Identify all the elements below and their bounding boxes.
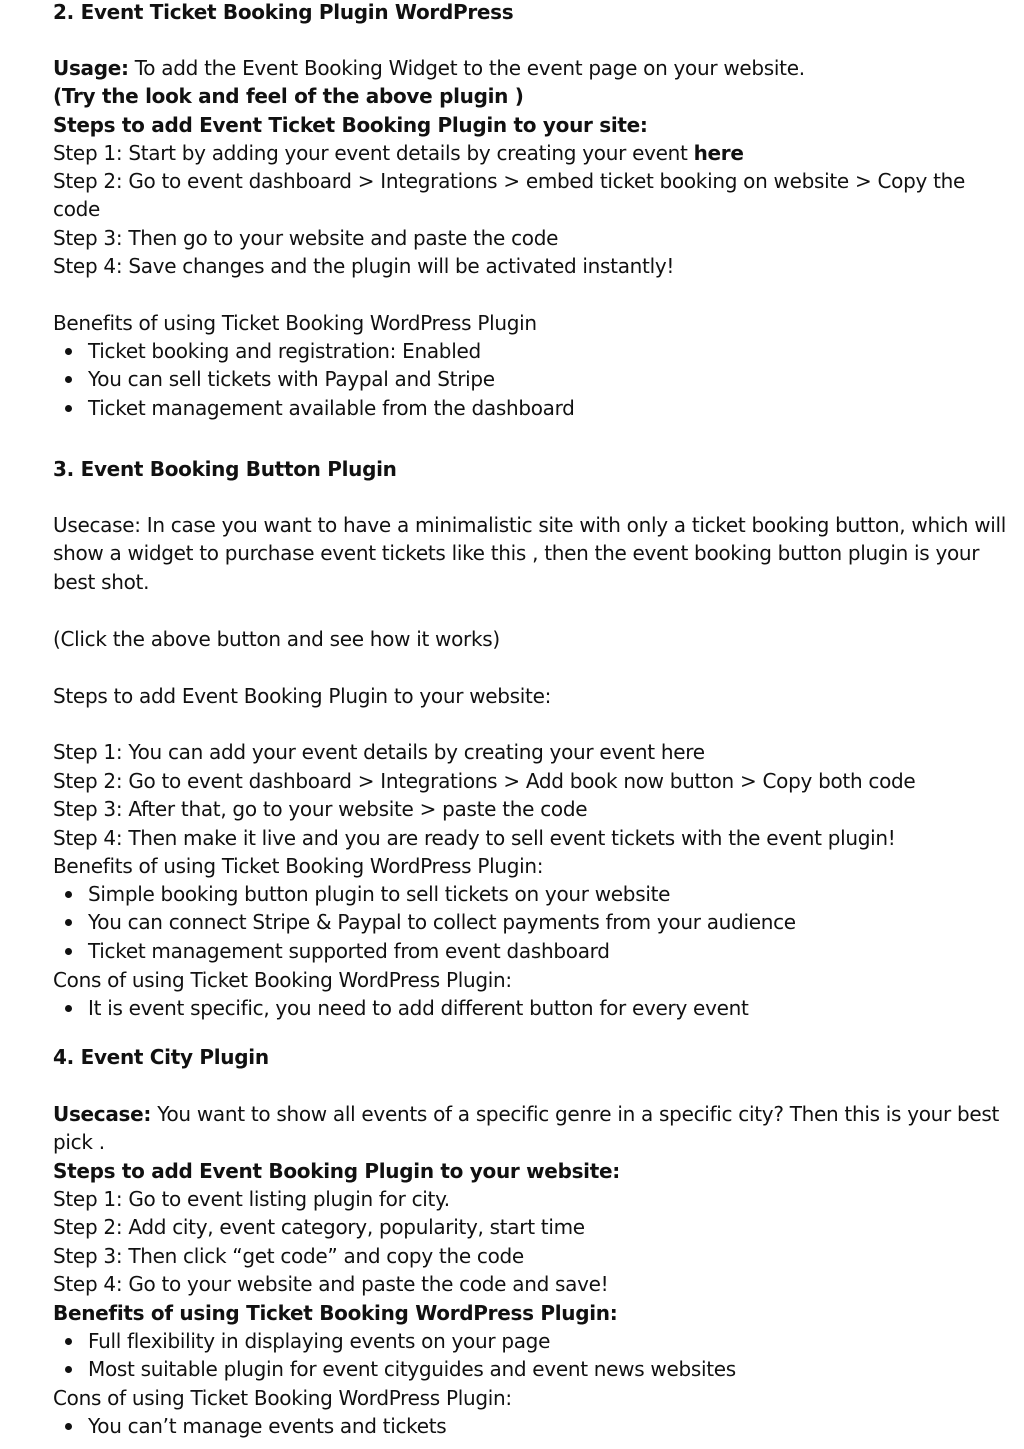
- section-3-cons-list: [53, 994, 749, 1022]
- section-3-cons-heading: Cons of using Ticket Booking WordPress Plugin:: [53, 968, 512, 992]
- section-3-step-3: Step 3: After that, go to your website > paste the code: [53, 797, 588, 821]
- section-3-step-2: Step 2: Go to event dashboard > Integrations > Add book now button > Copy both code: [53, 769, 916, 793]
- section-2-benefits-list: [53, 337, 575, 422]
- section-4-benefits-heading: Benefits of using Ticket Booking WordPress Plugin:: [53, 1301, 618, 1325]
- list-item: Full flexibility in displaying events on your page: [53, 1327, 736, 1355]
- section-2-benefits-heading: Benefits of using Ticket Booking WordPress Plugin: [53, 311, 537, 335]
- list-item: You can sell tickets with Paypal and Stripe: [53, 365, 575, 393]
- section-2-usage: [53, 54, 805, 82]
- section-3-benefits-list: [53, 880, 796, 965]
- section-3-click-note: (Click the above button and see how it works): [53, 627, 500, 651]
- section-4-usecase: [53, 1100, 1013, 1157]
- section-3-benefits-heading: Benefits of using Ticket Booking WordPress Plugin:: [53, 854, 544, 878]
- list-item: Ticket booking and registration: Enabled: [53, 337, 575, 365]
- section-4-step-3: Step 3: Then click “get code” and copy the code: [53, 1244, 524, 1268]
- list-item: You can connect Stripe & Paypal to collect payments from your audience: [53, 908, 796, 936]
- section-4-cons-list: [53, 1412, 446, 1440]
- section-2-step-4: Step 4: Save changes and the plugin will be activated instantly!: [53, 254, 675, 278]
- section-4-steps-heading: Steps to add Event Booking Plugin to your website:: [53, 1159, 620, 1183]
- section-2-try-note: (Try the look and feel of the above plugin ): [53, 84, 524, 108]
- section-2-steps-heading: Steps to add Event Ticket Booking Plugin to your site:: [53, 113, 648, 137]
- section-3-step-4: Step 4: Then make it live and you are ready to sell event tickets with the event plugin!: [53, 826, 896, 850]
- section-4-benefits-list: [53, 1327, 736, 1384]
- section-2-heading: 2. Event Ticket Booking Plugin WordPress: [53, 0, 514, 24]
- usage-label: Usage:: [53, 56, 129, 80]
- section-4-step-1: Step 1: Go to event listing plugin for city.: [53, 1187, 450, 1211]
- here-link[interactable]: here: [693, 141, 744, 165]
- list-item: Ticket management supported from event dashboard: [53, 937, 796, 965]
- list-item: You can’t manage events and tickets: [53, 1412, 446, 1440]
- section-2-step-1: [53, 139, 744, 167]
- list-item: Simple booking button plugin to sell tickets on your website: [53, 880, 796, 908]
- step-1-text: Step 1: Start by adding your event details by creating your event: [53, 141, 694, 165]
- list-item: It is event specific, you need to add different button for every event: [53, 994, 749, 1022]
- section-3-step-1: Step 1: You can add your event details by creating your event here: [53, 740, 705, 764]
- section-3-steps-heading: Steps to add Event Booking Plugin to your website:: [53, 684, 552, 708]
- usecase-label: Usecase:: [53, 1102, 152, 1126]
- list-item: Ticket management available from the dashboard: [53, 394, 575, 422]
- section-2-step-2: Step 2: Go to event dashboard > Integrations > embed ticket booking on website > Copy the code: [53, 169, 966, 222]
- section-4-heading: 4. Event City Plugin: [53, 1045, 269, 1069]
- usage-text: To add the Event Booking Widget to the event page on your website.: [128, 56, 805, 80]
- section-3-usecase: Usecase: In case you want to have a minimalistic site with only a ticket booking button, which will show a widget to purchase event tickets like this , then the event booking button plugin is your best shot.: [53, 513, 1007, 594]
- section-4-step-2: Step 2: Add city, event category, popularity, start time: [53, 1215, 585, 1239]
- section-3-heading: 3. Event Booking Button Plugin: [53, 457, 397, 481]
- list-item: Most suitable plugin for event cityguides and event news websites: [53, 1355, 736, 1383]
- usecase-text: You want to show all events of a specific genre in a specific city? Then this is your best pick .: [53, 1102, 1000, 1155]
- section-2-step-3: Step 3: Then go to your website and paste the code: [53, 226, 559, 250]
- section-4-cons-heading: Cons of using Ticket Booking WordPress Plugin:: [53, 1386, 512, 1410]
- section-4-step-4: Step 4: Go to your website and paste the code and save!: [53, 1272, 609, 1296]
